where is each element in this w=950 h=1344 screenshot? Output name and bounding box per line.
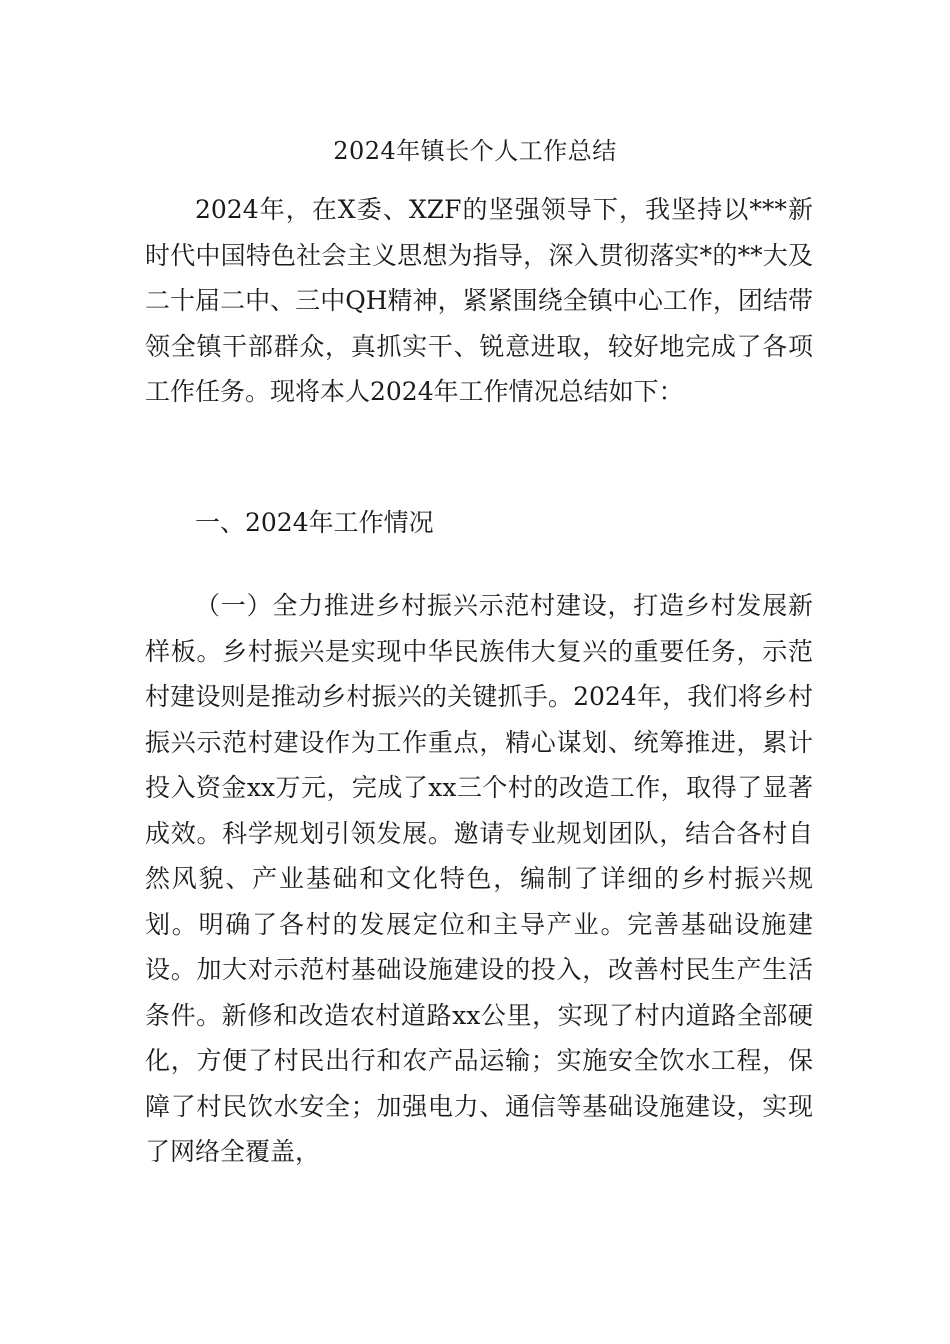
section-paragraph: （一）全力推进乡村振兴示范村建设，打造乡村发展新样板。乡村振兴是实现中华民族伟大复兴的重要任务，示范村建设则是推动乡村振兴的关键抓手。2024年，我们将乡村振兴示范村建设作为工作重点，精心谋划、统筹推进，累计投入资金xx万元，完成了xx三个村的改造工作，取得了显著成效。科学规划引领发展。邀请专业规划团队，结合各村自然风貌、产业基础和文化特色，编制了详细的乡村振兴规划。明确了各村的发展定位和主导产业。完善基础设施建设。加大对示范村基础设施建设的投入，改善村民生产生活条件。新修和改造农村道路xx公里，实现了村内道路全部硬化，方便了村民出行和农产品运输；实施安全饮水工程，保障了村民饮水安全；加强电力、通信等基础设施建设，实现了网络全覆盖， xyxy=(145,591,813,1166)
intro-paragraph: 2024年，在X委、XZF的坚强领导下，我坚持以***新时代中国特色社会主义思想为指导，深入贯彻落实*的**大及二十届二中、三中QH精神，紧紧围绕全镇中心工作，团结带领全镇干部群众，真抓实干、锐意进取，较好地完成了各项工作任务。现将本人2024年工作情况总结如下： xyxy=(145,195,813,406)
document-title: 2024年镇长个人工作总结 xyxy=(333,137,617,165)
section-heading: 一、2024年工作情况 xyxy=(195,508,434,537)
